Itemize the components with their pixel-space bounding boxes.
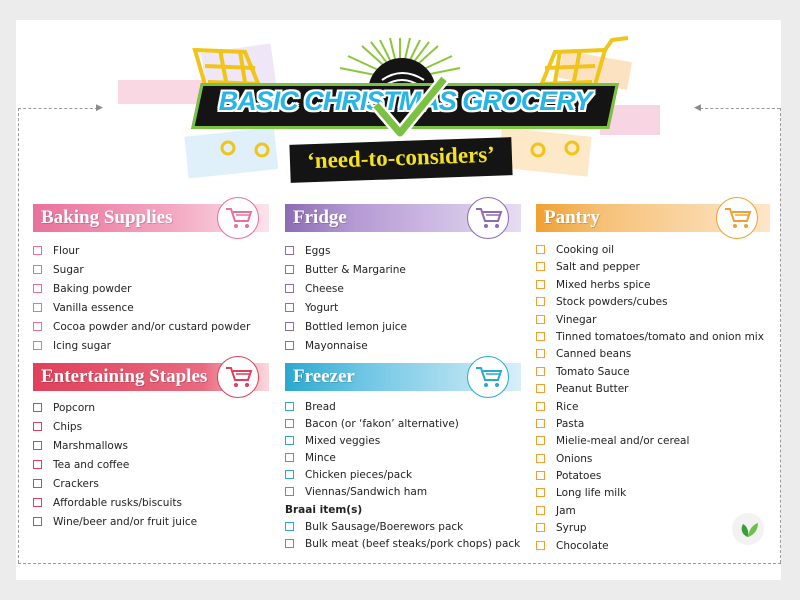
list-item[interactable] xyxy=(33,513,269,532)
item-label: Mielie-meal and/or cereal xyxy=(556,435,690,448)
checkbox[interactable] xyxy=(536,315,545,324)
item-label: Mixed veggies xyxy=(305,435,381,447)
list-item[interactable] xyxy=(33,418,269,437)
checkbox[interactable] xyxy=(33,322,42,331)
cart-icon xyxy=(716,197,758,239)
dashed-border-bottom xyxy=(18,563,781,564)
item-label: Affordable rusks/biscuits xyxy=(53,497,182,509)
checkbox[interactable] xyxy=(536,523,545,532)
list-item[interactable] xyxy=(536,451,770,468)
list-item[interactable] xyxy=(33,337,269,356)
checkbox[interactable] xyxy=(33,517,42,526)
checkbox[interactable] xyxy=(285,322,294,331)
item-label: Salt and pepper xyxy=(556,261,640,274)
item-label: Marshmallows xyxy=(53,440,128,452)
checkbox[interactable] xyxy=(536,367,545,376)
checkbox[interactable] xyxy=(285,487,294,496)
list-item[interactable] xyxy=(285,299,521,318)
cart-icon xyxy=(467,197,509,239)
list-item[interactable] xyxy=(285,433,521,450)
item-label: Bottled lemon juice xyxy=(305,321,407,333)
checkbox[interactable] xyxy=(536,419,545,428)
checkbox[interactable] xyxy=(285,303,294,312)
item-label: Mixed herbs spice xyxy=(556,278,651,291)
item-label: Peanut Butter xyxy=(556,383,629,396)
checkbox[interactable] xyxy=(33,403,42,412)
list-item[interactable] xyxy=(33,456,269,475)
list-item[interactable] xyxy=(33,475,269,494)
item-label: Viennas/Sandwich ham xyxy=(305,486,428,498)
section-fridge xyxy=(285,202,521,356)
item-label: Bacon (or ‘fakon’ alternative) xyxy=(305,418,459,430)
leaf-logo xyxy=(732,513,764,545)
list-item[interactable] xyxy=(536,364,770,381)
poster-subtitle: ‘need-to-considers’ xyxy=(306,141,496,174)
list-item[interactable] xyxy=(33,242,269,261)
list-item[interactable] xyxy=(33,299,269,318)
arrow-left-icon: ◀ xyxy=(694,103,701,113)
item-label: Crackers xyxy=(53,478,99,490)
list-item[interactable] xyxy=(33,280,269,299)
checklist xyxy=(33,242,269,356)
checkbox[interactable] xyxy=(536,488,545,497)
cart-icon xyxy=(467,356,509,398)
section-title: Freezer xyxy=(293,366,355,387)
item-label: Sugar xyxy=(53,264,84,276)
item-label: Potatoes xyxy=(556,470,602,483)
checkbox[interactable] xyxy=(33,246,42,255)
item-label: Stock powders/cubes xyxy=(556,296,668,309)
list-item[interactable] xyxy=(33,261,269,280)
checkbox[interactable] xyxy=(536,245,545,254)
list-item[interactable] xyxy=(536,312,770,329)
checkbox[interactable] xyxy=(285,284,294,293)
item-label: Tomato Sauce xyxy=(556,365,630,378)
section-header xyxy=(33,361,269,393)
list-item[interactable] xyxy=(285,261,521,280)
list-item[interactable] xyxy=(536,259,770,276)
item-label: Tea and coffee xyxy=(53,459,130,471)
item-label: Bread xyxy=(305,401,336,413)
checkbox[interactable] xyxy=(285,453,294,462)
list-item[interactable] xyxy=(285,467,521,484)
checkbox[interactable] xyxy=(536,471,545,480)
item-label: Vanilla essence xyxy=(53,302,134,314)
checkmark-icon xyxy=(370,75,450,145)
item-label: Onions xyxy=(556,452,593,465)
section-header xyxy=(33,202,269,234)
item-label: Icing sugar xyxy=(53,340,111,352)
list-item[interactable] xyxy=(285,450,521,467)
item-label: Chocolate xyxy=(556,539,609,552)
checkbox[interactable] xyxy=(536,349,545,358)
poster-title: BASIC CHRISTMAS GROCERY xyxy=(218,86,592,116)
checkbox[interactable] xyxy=(33,284,42,293)
checkbox[interactable] xyxy=(285,436,294,445)
item-label: Jam xyxy=(556,504,576,517)
list-item[interactable] xyxy=(33,494,269,513)
section-header xyxy=(536,202,770,234)
checkbox[interactable] xyxy=(33,341,42,350)
header-artwork xyxy=(0,0,800,200)
braai-heading-label: Braai item(s) xyxy=(285,504,363,516)
item-label: Long life milk xyxy=(556,487,627,500)
section-title: Fridge xyxy=(293,207,347,228)
checkbox[interactable] xyxy=(536,332,545,341)
list-item[interactable] xyxy=(536,329,770,346)
list-item[interactable] xyxy=(536,399,770,416)
checkbox[interactable] xyxy=(536,454,545,463)
section-pantry xyxy=(536,202,770,555)
checkbox[interactable] xyxy=(285,341,294,350)
item-label: Flour xyxy=(53,245,80,257)
checkbox[interactable] xyxy=(536,506,545,515)
item-label: Canned beans xyxy=(556,348,632,361)
checkbox[interactable] xyxy=(285,470,294,479)
item-label: Bulk meat (beef steaks/pork chops) pack xyxy=(305,538,521,550)
checklist xyxy=(285,242,521,356)
list-item[interactable] xyxy=(536,416,770,433)
list-item[interactable] xyxy=(285,318,521,337)
list-item[interactable] xyxy=(33,318,269,337)
section-entertaining xyxy=(33,361,269,532)
item-label: Baking powder xyxy=(53,283,132,295)
list-item[interactable] xyxy=(285,536,521,553)
section-title: Baking Supplies xyxy=(41,207,173,228)
item-label: Chicken pieces/pack xyxy=(305,469,413,481)
section-baking xyxy=(33,202,269,356)
item-label: Wine/beer and/or fruit juice xyxy=(53,516,198,528)
item-label: Bulk Sausage/Boerewors pack xyxy=(305,521,464,533)
checkbox[interactable] xyxy=(536,436,545,445)
checkbox[interactable] xyxy=(536,541,545,550)
item-label: Tinned tomatoes/tomato and onion mix xyxy=(556,330,764,343)
list-item[interactable] xyxy=(536,346,770,363)
list-item[interactable] xyxy=(285,484,521,501)
checklist xyxy=(33,399,269,532)
list-item[interactable] xyxy=(285,416,521,433)
list-item[interactable] xyxy=(536,294,770,311)
list-item[interactable] xyxy=(285,242,521,261)
item-label: Vinegar xyxy=(556,313,597,326)
list-item[interactable] xyxy=(536,485,770,502)
section-title: Pantry xyxy=(544,207,600,228)
leaf-icon xyxy=(732,513,764,545)
item-label: Pasta xyxy=(556,417,585,430)
checkbox[interactable] xyxy=(33,498,42,507)
braai-heading xyxy=(285,501,521,519)
list-item[interactable] xyxy=(33,437,269,456)
checklist xyxy=(536,242,770,555)
list-item[interactable] xyxy=(285,519,521,536)
list-item[interactable] xyxy=(536,433,770,450)
checkbox[interactable] xyxy=(33,303,42,312)
list-item[interactable] xyxy=(536,381,770,398)
checkbox[interactable] xyxy=(285,419,294,428)
checkbox[interactable] xyxy=(285,265,294,274)
checkbox[interactable] xyxy=(33,460,42,469)
checkbox[interactable] xyxy=(285,246,294,255)
item-label: Yogurt xyxy=(305,302,339,314)
item-label: Cheese xyxy=(305,283,344,295)
checkbox[interactable] xyxy=(536,402,545,411)
section-freezer xyxy=(285,361,521,553)
checkbox[interactable] xyxy=(33,265,42,274)
list-item[interactable] xyxy=(536,277,770,294)
item-label: Syrup xyxy=(556,522,587,535)
item-label: Popcorn xyxy=(53,402,96,414)
item-label: Mayonnaise xyxy=(305,340,368,352)
checkbox[interactable] xyxy=(285,402,294,411)
section-title: Entertaining Staples xyxy=(41,366,208,387)
item-label: Chips xyxy=(53,421,83,433)
item-label: Cocoa powder and/or custard powder xyxy=(53,321,251,333)
item-label: Cooking oil xyxy=(556,244,615,256)
list-item[interactable] xyxy=(285,337,521,356)
checkbox[interactable] xyxy=(536,384,545,393)
checkbox[interactable] xyxy=(536,280,545,289)
list-item[interactable] xyxy=(285,280,521,299)
checkbox[interactable] xyxy=(33,479,42,488)
item-label: Butter & Margarine xyxy=(305,264,406,276)
cart-icon xyxy=(217,356,259,398)
item-label: Eggs xyxy=(305,245,331,257)
cart-icon xyxy=(217,197,259,239)
checkbox[interactable] xyxy=(536,297,545,306)
section-header xyxy=(285,202,521,234)
list-item[interactable] xyxy=(33,399,269,418)
checkbox[interactable] xyxy=(33,422,42,431)
checkbox[interactable] xyxy=(285,539,294,548)
list-item[interactable] xyxy=(536,242,770,259)
item-label: Mince xyxy=(305,452,336,464)
list-item[interactable] xyxy=(285,399,521,416)
section-header xyxy=(285,361,521,393)
checkbox[interactable] xyxy=(285,522,294,531)
checklist xyxy=(285,399,521,553)
item-label: Rice xyxy=(556,400,579,413)
checkbox[interactable] xyxy=(536,262,545,271)
arrow-right-icon: ▶ xyxy=(96,103,103,113)
list-item[interactable] xyxy=(536,468,770,485)
checkbox[interactable] xyxy=(33,441,42,450)
